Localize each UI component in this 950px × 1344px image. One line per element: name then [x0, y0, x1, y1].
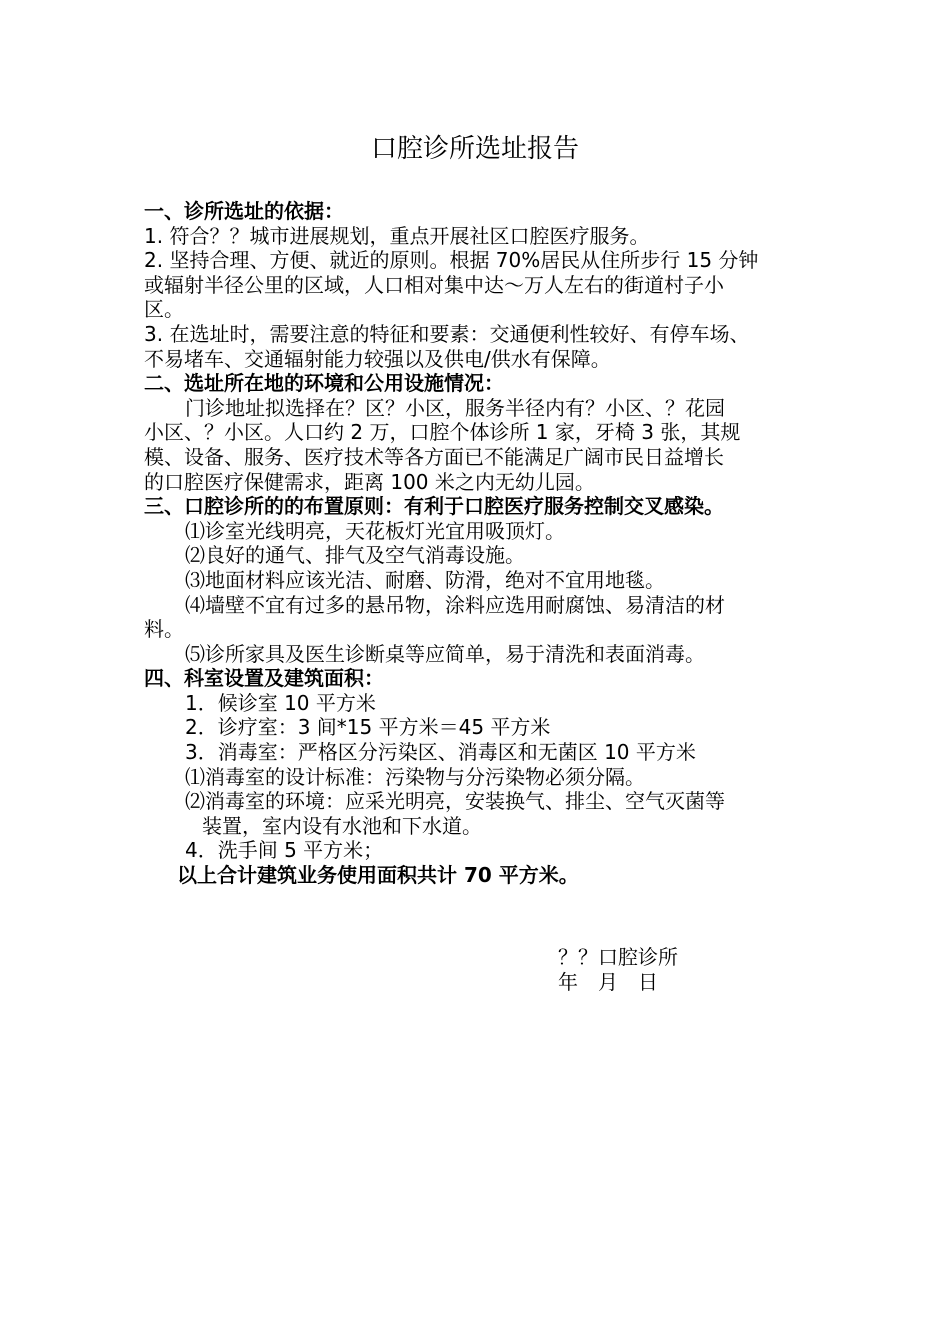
list-item: ⑸诊所家具及医生诊断桌等应简单，易于清洗和表面消毒。 — [185, 641, 705, 666]
paragraph-line: 门诊地址拟选择在？区？小区，服务半径内有？小区、？花园 — [185, 395, 725, 420]
paragraph-line: 2. 坚持合理、方便、就近的原则。根据 70%居民从住所步行 15 分钟 — [144, 248, 759, 273]
list-item: 3．消毒室：严格区分污染区、消毒区和无菌区 10 平方米 — [185, 740, 696, 765]
list-item: 1．候诊室 10 平方米 — [185, 690, 376, 715]
list-item-continuation: 装置，室内设有水池和下水道。 — [202, 813, 482, 838]
paragraph-line: 模、设备、服务、医疗技术等各方面已不能满足广阔市民日益增长 — [144, 444, 724, 469]
total-area-summary: 以上合计建筑业务使用面积共计 70 平方米。 — [177, 863, 579, 888]
list-item: ⑴诊室光线明亮，天花板灯光宜用吸顶灯。 — [185, 518, 565, 543]
section-heading-4: 四、科室设置及建筑面积： — [144, 666, 384, 691]
document-body — [144, 199, 824, 888]
list-item: ⑷墙壁不宜有过多的悬吊物，涂料应选用耐腐蚀、易清洁的材 — [185, 592, 725, 617]
paragraph-line: 3. 在选址时，需要注意的特征和要素：交通便利性较好、有停车场、 — [144, 321, 750, 346]
section-heading-1: 一、诊所选址的依据： — [144, 199, 344, 223]
list-item: ⑵良好的通气、排气及空气消毒设施。 — [185, 543, 525, 568]
document-title: 口腔诊所选址报告 — [370, 134, 579, 164]
signature-date: 年 月 日 — [558, 970, 658, 994]
section-heading-3: 三、口腔诊所的的布置原则：有利于口腔医疗服务控制交叉感染。 — [144, 494, 724, 519]
list-item: 4．洗手间 5 平方米； — [185, 838, 384, 863]
list-item: 2．诊疗室：3 间*15 平方米＝45 平方米 — [185, 715, 551, 740]
list-item: ⑵消毒室的环境：应采光明亮，安装换气、排尘、空气灭菌等 — [185, 789, 725, 814]
paragraph-line: 小区、？小区。人口约 2 万，口腔个体诊所 1 家，牙椅 3 张，其规 — [144, 420, 741, 445]
paragraph-line: 区。 — [144, 297, 184, 322]
list-item: ⑴消毒室的设计标准：污染物与分污染物必须分隔。 — [185, 764, 645, 789]
paragraph-line: 的口腔医疗保健需求，距离 100 米之内无幼儿园。 — [144, 469, 595, 494]
signature-block — [558, 945, 678, 995]
paragraph-line: 1. 符合？？城市进展规划，重点开展社区口腔医疗服务。 — [144, 223, 650, 248]
paragraph-line: 或辐射半径公里的区域，人口相对集中达～万人左右的街道村子小 — [144, 272, 724, 297]
list-item: ⑶地面材料应该光洁、耐磨、防滑，绝对不宜用地毯。 — [185, 567, 665, 592]
section-heading-2: 二、选址所在地的环境和公用设施情况： — [144, 371, 504, 396]
paragraph-line: 不易堵车、交通辐射能力较强以及供电/供水有保障。 — [144, 346, 611, 371]
clinic-name: ？？口腔诊所 — [558, 945, 678, 969]
list-item-continuation: 料。 — [144, 617, 184, 642]
